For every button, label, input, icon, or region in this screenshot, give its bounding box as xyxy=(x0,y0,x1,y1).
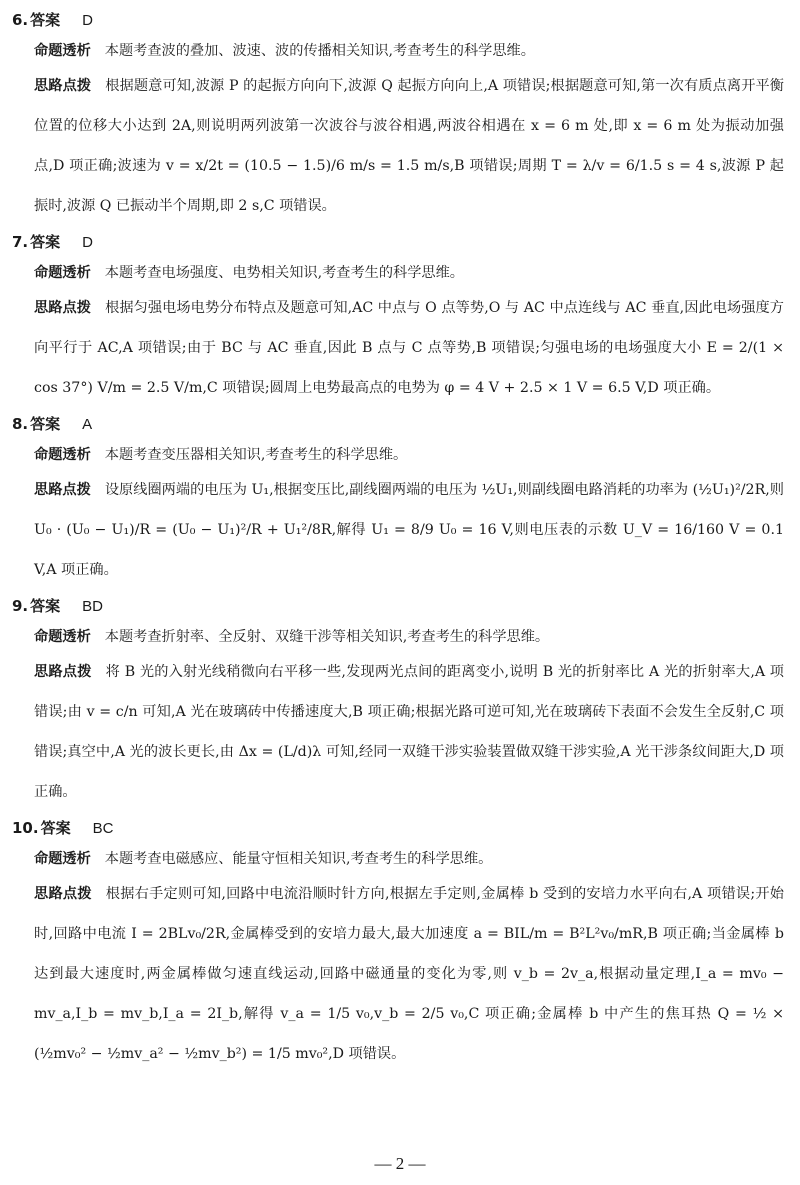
answer-value: D xyxy=(82,12,93,29)
question-6 xyxy=(12,4,784,226)
hint-paragraph xyxy=(12,66,784,226)
analysis-text: 本题考查折射率、全反射、双缝干涉等相关知识,考查考生的科学思维。 xyxy=(104,629,550,645)
question-header xyxy=(12,4,784,36)
analysis-text: 本题考查电场强度、电势相关知识,考查考生的科学思维。 xyxy=(104,265,464,281)
answer-label: 答案 xyxy=(30,415,61,433)
question-number: 10. xyxy=(12,819,39,837)
hint-label: 思路点拨 xyxy=(34,886,92,902)
hint-label: 思路点拨 xyxy=(34,664,92,680)
question-number: 7. xyxy=(12,233,29,251)
hint-text: 设原线圈两端的电压为 U₁,根据变压比,副线圈两端的电压为 ½U₁,则副线圈电路消耗的功率为 (½U₁)²/2R,则 U₀ · (U₀ − U₁)/R = (U₀ − U₁)²/R + U₁²/8R,解得 U₁ = 8/9 U₀ = 16 V,则电压表的示数 U_V = 16/160 V = 0.1 V,A 项正确。 xyxy=(34,482,784,578)
answer-label: 答案 xyxy=(30,11,61,29)
answer-value: D xyxy=(82,234,93,251)
question-9 xyxy=(12,590,784,812)
analysis-text: 本题考查变压器相关知识,考查考生的科学思维。 xyxy=(104,447,408,463)
analysis-label: 命题透析 xyxy=(34,43,91,59)
hint-label: 思路点拨 xyxy=(34,300,92,316)
answer-value: BD xyxy=(82,598,103,615)
hint-label: 思路点拨 xyxy=(34,78,92,94)
analysis-text: 本题考查波的叠加、波速、波的传播相关知识,考查考生的科学思维。 xyxy=(104,43,535,59)
question-7 xyxy=(12,226,784,408)
answer-label: 答案 xyxy=(40,819,71,837)
question-10 xyxy=(12,812,784,1074)
hint-text: 根据右手定则可知,回路中电流沿顺时针方向,根据左手定则,金属棒 b 受到的安培力水平向右,A 项错误;开始时,回路中电流 I = 2BLv₀/2R,金属棒受到的安培力最大,最大加速度 a = BIL/m = B²L²v₀/mR,B 项正确;当金属棒 b 达到最大速度时,两金属棒做匀速直线运动,回路中磁通量的变化为零,则 v_b = 2v_a,根据动量定理,I_a = mv₀ − mv_a,I_b = mv_b,I_a = 2I_b,解得 v_a = 1/5 v₀,v_b = 2/5 v₀,C 项正确;金属棒 b 中产生的焦耳热 Q = ½ × (½mv₀² − ½mv_a² − ½mv_b²) = 1/5 mv₀²,D 项错误。 xyxy=(34,886,784,1062)
hint-text: 根据题意可知,波源 P 的起振方向向下,波源 Q 起振方向向上,A 项错误;根据题意可知,第一次有质点离开平衡位置的位移大小达到 2A,则说明两列波第一次波谷与波谷相遇,两波谷相遇在 x = 6 m 处,即 x = 6 m 处为振动加强点,D 项正确;波速为 v = x/2t = (10.5 − 1.5)/6 m/s = 1.5 m/s,B 项错误;周期 T = λ/v = 6/1.5 s = 4 s,波源 P 起振时,波源 Q 已振动半个周期,即 2 s,C 项错误。 xyxy=(34,78,784,214)
question-number: 6. xyxy=(12,11,29,29)
question-8 xyxy=(12,408,784,590)
question-header xyxy=(12,408,784,440)
analysis-label: 命题透析 xyxy=(34,629,91,645)
answer-page xyxy=(12,4,784,1074)
hint-text: 将 B 光的入射光线稍微向右平移一些,发现两光点间的距离变小,说明 B 光的折射率比 A 光的折射率大,A 项错误;由 v = c/n 可知,A 光在玻璃砖中传播速度大,B 项正确;根据光路可逆可知,光在玻璃砖下表面不会发生全反射,C 项错误;真空中,A 光的波长更长,由 Δx = (L/d)λ 可知,经同一双缝干涉实验装置做双缝干涉实验,A 光干涉条纹间距大,D 项正确。 xyxy=(34,664,784,800)
question-header xyxy=(12,226,784,258)
hint-text: 根据匀强电场电势分布特点及题意可知,AC 中点与 O 点等势,O 与 AC 中点连线与 AC 垂直,因此电场强度方向平行于 AC,A 项错误;由于 BC 与 AC 垂直,因此 B 点与 C 点等势,B 项错误;匀强电场的电场强度大小 E = 2/(1 × cos 37°) V/m = 2.5 V/m,C 项错误;圆周上电势最高点的电势为 φ = 4 V + 2.5 × 1 V = 6.5 V,D 项正确。 xyxy=(34,300,784,396)
question-header xyxy=(12,812,784,844)
hint-label: 思路点拨 xyxy=(34,482,91,498)
answer-value: BC xyxy=(92,820,114,837)
analysis-text: 本题考查电磁感应、能量守恒相关知识,考查考生的科学思维。 xyxy=(104,851,493,867)
page-number: — 2 — xyxy=(374,1154,426,1173)
analysis-paragraph xyxy=(12,258,784,288)
analysis-paragraph xyxy=(12,622,784,652)
question-header xyxy=(12,590,784,622)
analysis-label: 命题透析 xyxy=(34,265,91,281)
answer-label: 答案 xyxy=(30,597,61,615)
hint-paragraph xyxy=(12,652,784,812)
analysis-label: 命题透析 xyxy=(34,851,91,867)
analysis-paragraph xyxy=(12,844,784,874)
answer-label: 答案 xyxy=(30,233,61,251)
analysis-paragraph xyxy=(12,36,784,66)
question-number: 9. xyxy=(12,597,29,615)
answer-value: A xyxy=(82,416,93,433)
question-number: 8. xyxy=(12,415,29,433)
analysis-paragraph xyxy=(12,440,784,470)
hint-paragraph xyxy=(12,874,784,1074)
analysis-label: 命题透析 xyxy=(34,447,91,463)
hint-paragraph xyxy=(12,470,784,590)
hint-paragraph xyxy=(12,288,784,408)
